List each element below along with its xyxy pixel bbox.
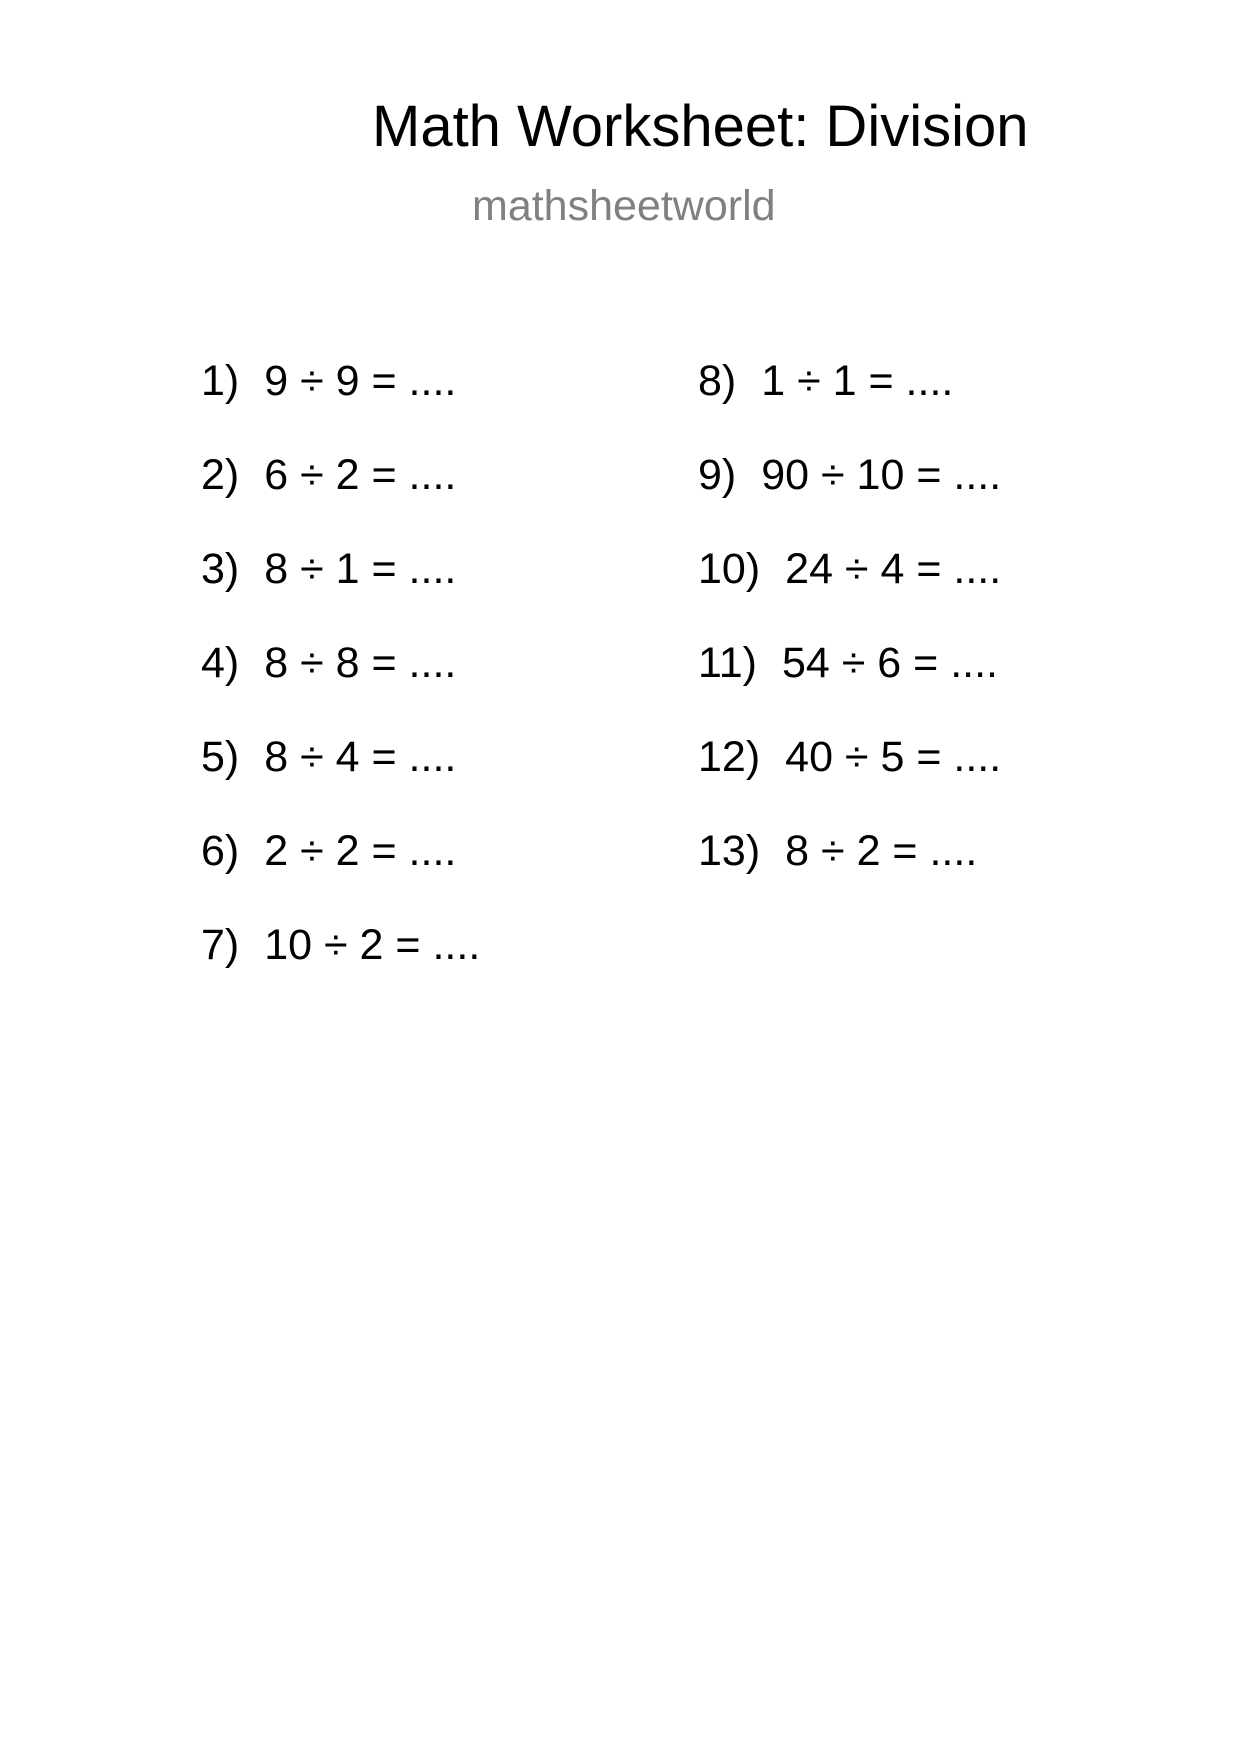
problem-expression: 24 ÷ 4 = .... xyxy=(785,545,1002,593)
problem-expression: 8 ÷ 4 = .... xyxy=(264,733,457,781)
problem-6 xyxy=(201,827,457,875)
problem-number: 8) xyxy=(698,357,737,405)
problem-2 xyxy=(201,451,457,499)
problem-number: 1) xyxy=(201,357,240,405)
problem-5 xyxy=(201,733,457,781)
problem-1 xyxy=(201,357,457,405)
problem-expression: 8 ÷ 2 = .... xyxy=(785,827,978,875)
problem-number: 4) xyxy=(201,639,240,687)
problem-expression: 2 ÷ 2 = .... xyxy=(264,827,457,875)
problem-expression: 8 ÷ 1 = .... xyxy=(264,545,457,593)
problem-expression: 9 ÷ 9 = .... xyxy=(264,357,457,405)
page-title: Math Worksheet: Division xyxy=(372,94,1029,159)
problem-number: 9) xyxy=(698,451,737,499)
problem-3 xyxy=(201,545,457,593)
problem-expression: 8 ÷ 8 = .... xyxy=(264,639,457,687)
problem-expression: 54 ÷ 6 = .... xyxy=(781,639,998,687)
problem-10 xyxy=(698,545,1002,593)
problem-8 xyxy=(698,357,954,405)
problem-number: 2) xyxy=(201,451,240,499)
problem-9 xyxy=(698,451,1002,499)
problem-expression: 1 ÷ 1 = .... xyxy=(761,357,954,405)
problem-number: 5) xyxy=(201,733,240,781)
problem-number: 10) xyxy=(698,545,761,593)
problem-number: 6) xyxy=(201,827,240,875)
problem-expression: 40 ÷ 5 = .... xyxy=(785,733,1002,781)
problem-expression: 10 ÷ 2 = .... xyxy=(264,921,481,969)
site-name: mathsheetworld xyxy=(472,182,776,230)
problem-expression: 90 ÷ 10 = .... xyxy=(761,451,1002,499)
problem-number: 12) xyxy=(698,733,761,781)
problem-13 xyxy=(698,827,978,875)
problem-11 xyxy=(698,639,998,687)
problem-7 xyxy=(201,921,481,969)
problem-expression: 6 ÷ 2 = .... xyxy=(264,451,457,499)
problem-number: 13) xyxy=(698,827,761,875)
problem-4 xyxy=(201,639,457,687)
problem-number: 7) xyxy=(201,921,240,969)
problem-12 xyxy=(698,733,1002,781)
problem-number: 3) xyxy=(201,545,240,593)
problem-number: 11) xyxy=(698,639,757,687)
